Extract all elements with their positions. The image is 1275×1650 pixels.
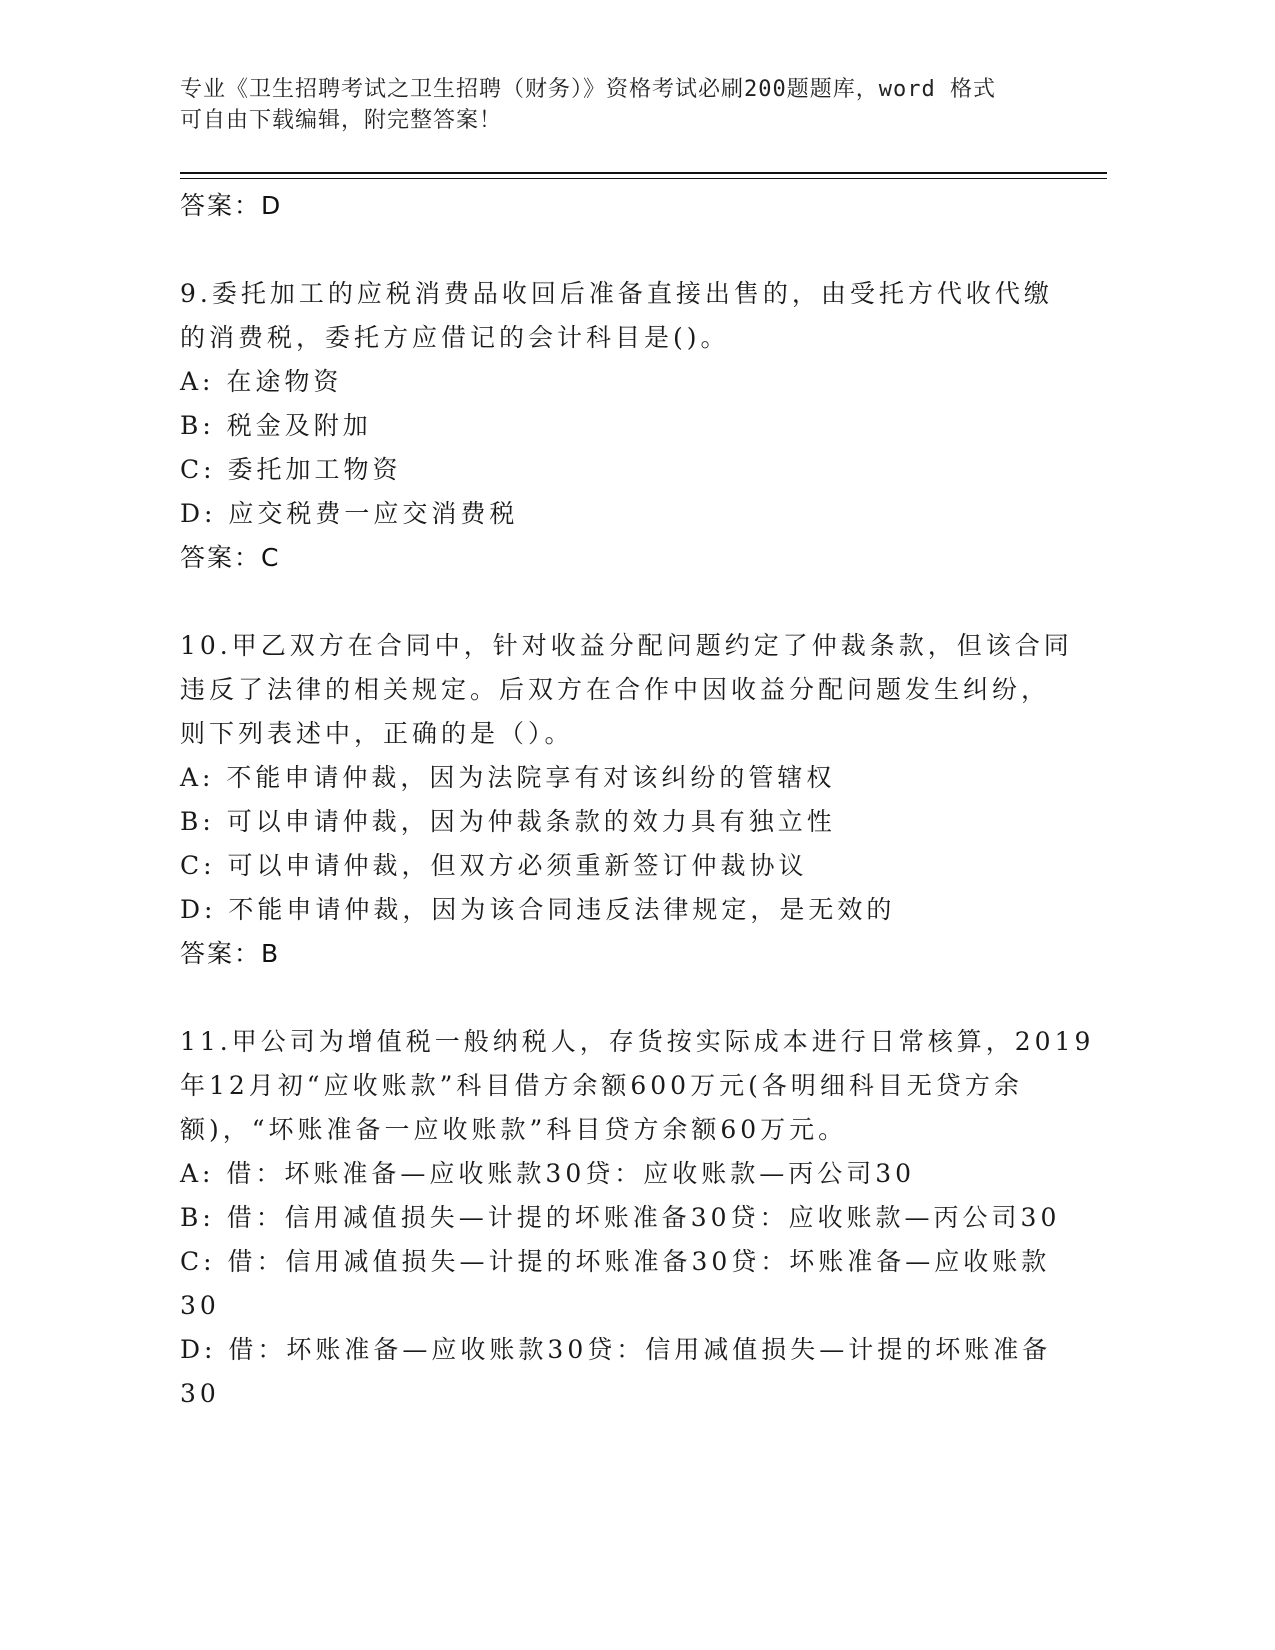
question-text-line: 11.甲公司为增值税一般纳税人，存货按实际成本进行日常核算，2019 — [180, 1027, 1095, 1056]
option-d: D: 应交税费一应交消费税 — [180, 499, 519, 528]
option-d-continued: 30 — [180, 1379, 220, 1408]
answer-label: 答案：B — [180, 939, 281, 968]
answer-label: 答案：D — [180, 191, 283, 220]
document-body — [180, 184, 1095, 1416]
option-b: B: 借：信用减值损失—计提的坏账准备30贷：应收账款—丙公司30 — [180, 1203, 1061, 1232]
option-a: A: 在途物资 — [180, 367, 343, 396]
header-title-line-1: 专业《卫生招聘考试之卫生招聘（财务）》资格考试必刷200题题库，word 格式 — [180, 77, 996, 102]
header-divider-thick — [180, 172, 1107, 174]
question-text-line: 则下列表述中，正确的是（）。 — [180, 719, 574, 748]
question-text-line: 10.甲乙双方在合同中，针对收益分配问题约定了仲裁条款，但该合同 — [180, 631, 1073, 660]
option-b: B: 税金及附加 — [180, 411, 372, 440]
option-c-continued: 30 — [180, 1291, 220, 1320]
question-text-line: 额)，“坏账准备一应收账款”科目贷方余额60万元。 — [180, 1115, 848, 1144]
answer-label: 答案：C — [180, 543, 281, 572]
option-a: A: 借：坏账准备—应收账款30贷：应收账款—丙公司30 — [180, 1159, 916, 1188]
question-text-line: 的消费税，委托方应借记的会计科目是()。 — [180, 323, 730, 352]
option-b: B: 可以申请仲裁，因为仲裁条款的效力具有独立性 — [180, 807, 836, 836]
document-header — [180, 74, 1060, 136]
spacer — [180, 976, 1060, 1020]
spacer — [180, 228, 1060, 272]
option-c: C: 委托加工物资 — [180, 455, 402, 484]
option-c: C: 借：信用减值损失—计提的坏账准备30贷：坏账准备—应收账款 — [180, 1247, 1051, 1276]
question-text-line: 9.委托加工的应税消费品收回后准备直接出售的，由受托方代收代缴 — [180, 279, 1053, 308]
option-c: C: 可以申请仲裁，但双方必须重新签订仲裁协议 — [180, 851, 808, 880]
header-divider-thin — [180, 178, 1107, 179]
question-text-line: 年12月初“应收账款”科目借方余额600万元(各明细科目无贷方余 — [180, 1071, 1023, 1100]
question-10 — [180, 624, 1073, 976]
option-d: D: 借：坏账准备—应收账款30贷：信用减值损失—计提的坏账准备 — [180, 1335, 1052, 1364]
spacer — [180, 580, 1060, 624]
option-d: D: 不能申请仲裁，因为该合同违反法律规定，是无效的 — [180, 895, 896, 924]
question-11 — [180, 1020, 1095, 1416]
option-a: A: 不能申请仲裁，因为法院享有对该纠纷的管辖权 — [180, 763, 836, 792]
question-text-line: 违反了法律的相关规定。后双方在合作中因收益分配问题发生纠纷， — [180, 675, 1051, 704]
header-title-line-2: 可自由下载编辑，附完整答案！ — [180, 108, 503, 133]
question-9 — [180, 272, 1060, 580]
